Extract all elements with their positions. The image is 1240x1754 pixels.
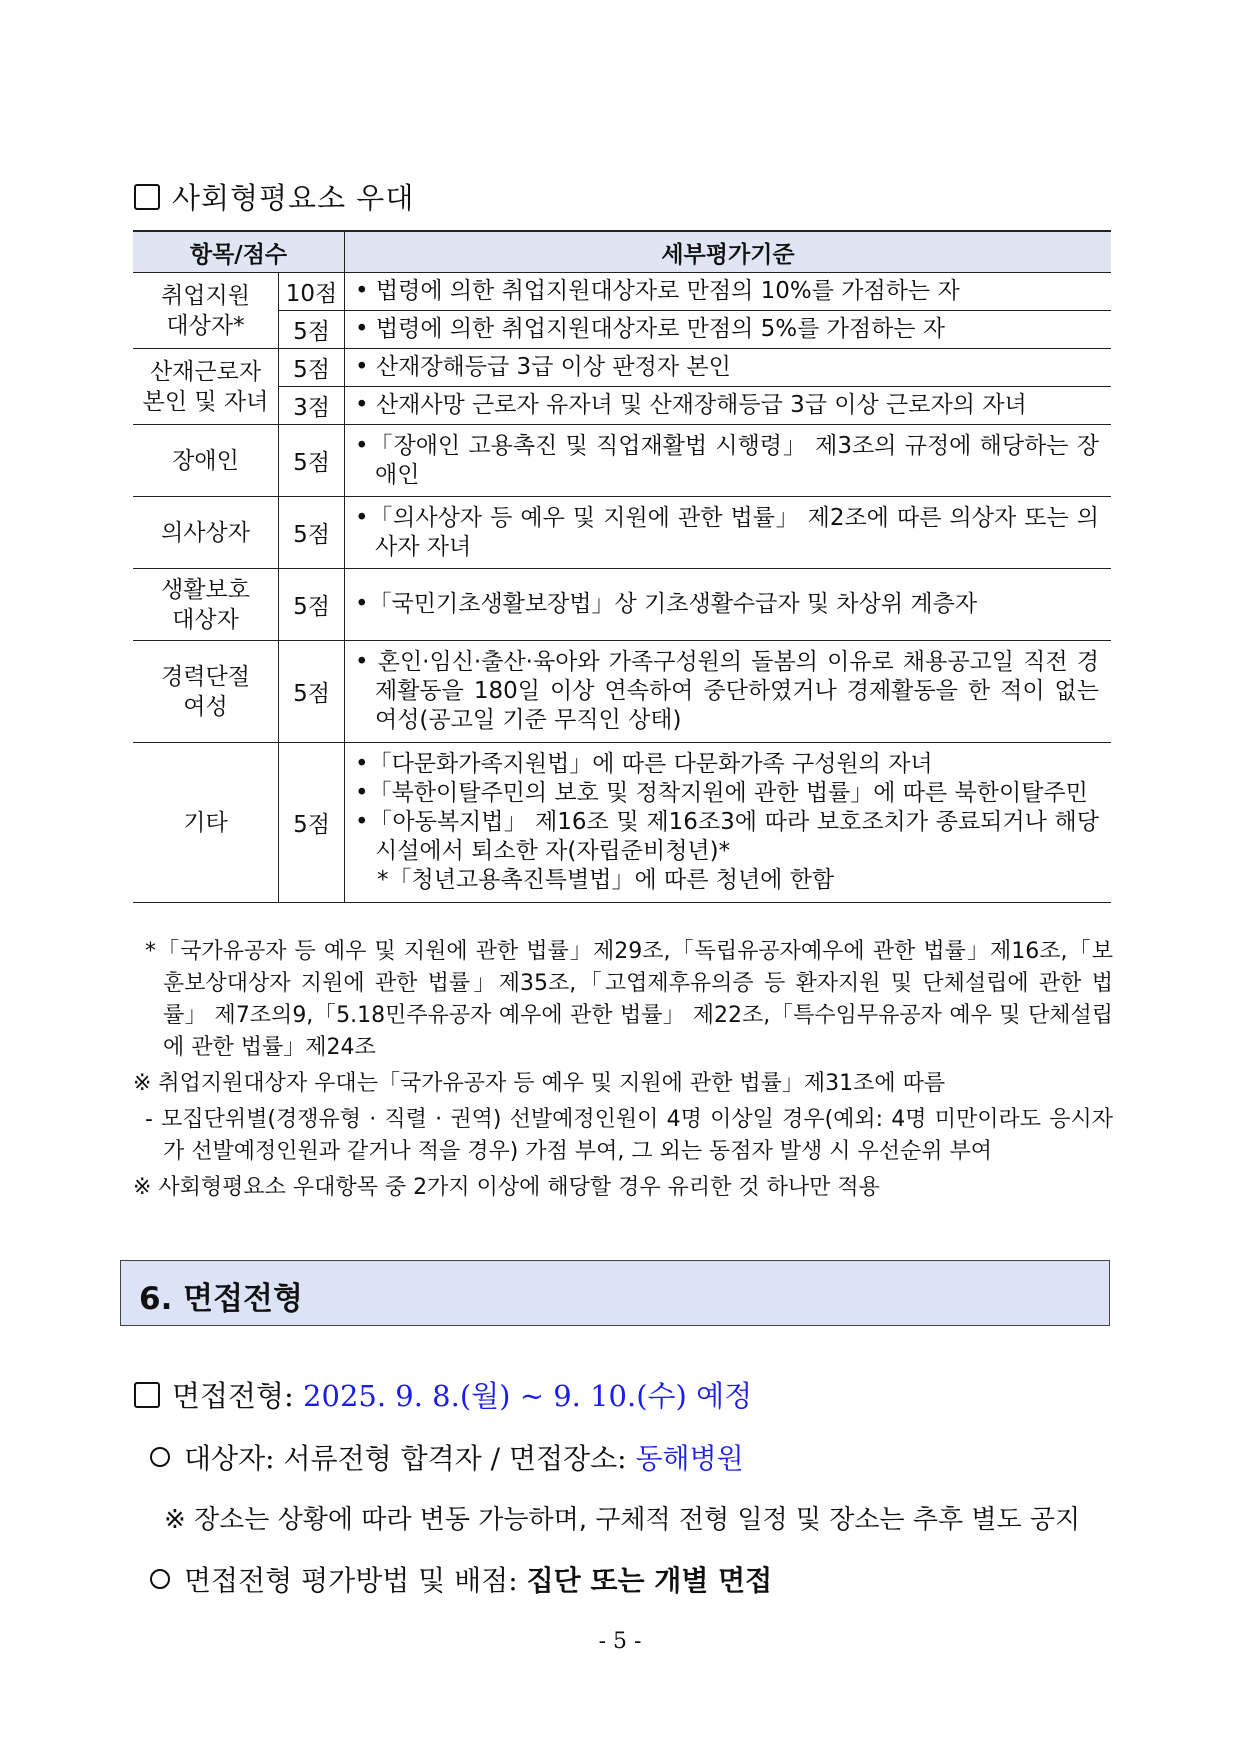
page-number: - 5 - xyxy=(598,1629,642,1654)
section-title-social-equity: 사회형평요소 우대 xyxy=(134,176,414,217)
table-row xyxy=(133,425,1111,497)
criteria-table xyxy=(133,230,1111,903)
criteria-cell: •「의사상자 등 예우 및 지원에 관한 법률」 제2조에 따른 의상자 또는 의사자 자녀 xyxy=(345,497,1112,569)
note-employment-support: ※ 취업지원대상자 우대는「국가유공자 등 예우 및 지원에 관한 법률」제31조에 따름 xyxy=(133,1071,946,1096)
category-cell: 생활보호 대상자 xyxy=(133,569,279,641)
score-cell: 10점 xyxy=(279,273,345,311)
criteria-cell: •「국민기초생활보장법」상 기초생활수급자 및 차상위 계층자 xyxy=(345,569,1112,641)
section-header-interview: 6. 면접전형 xyxy=(120,1260,1110,1326)
score-cell: 5점 xyxy=(279,569,345,641)
criteria-cell: • 산재사망 근로자 유자녀 및 산재장해등급 3급 이상 근로자의 자녀 xyxy=(345,387,1112,425)
place-change-note: ※ 장소는 상황에 따라 변동 가능하며, 구체적 전형 일정 및 장소는 추후 별도 공지 xyxy=(164,1505,1081,1535)
table-notes xyxy=(133,936,1113,1204)
table-row xyxy=(133,641,1111,743)
score-cell: 5점 xyxy=(279,641,345,743)
score-cell: 5점 xyxy=(279,349,345,387)
note-single-item: ※ 사회형평요소 우대항목 중 2가지 이상에 해당할 경우 유리한 것 하나만 적용 xyxy=(133,1175,880,1200)
interview-title: 면접전형: 2025. 9. 8.(월) ~ 9. 10.(수) 예정 xyxy=(134,1374,752,1415)
score-cell: 5점 xyxy=(279,425,345,497)
criteria-cell: • 법령에 의한 취업지원대상자로 만점의 10%를 가점하는 자 xyxy=(345,273,1112,311)
score-cell: 5점 xyxy=(279,311,345,349)
criteria-cell: • 산재장해등급 3급 이상 판정자 본인 xyxy=(345,349,1112,387)
score-cell: 3점 xyxy=(279,387,345,425)
circle-bullet-icon xyxy=(150,1569,170,1589)
note-bonus-condition: - 모집단위별(경쟁유형 · 직렬 · 권역) 선발예정인원이 4명 이상일 경우(예외: 4명 미만이라도 응시자가 선발예정인원과 같거나 적을 경우) 가점 부여, 그 외는 동점자 발생 시 우선순위 부여 xyxy=(145,1107,1113,1164)
category-cell: 의사상자 xyxy=(133,497,279,569)
table-row xyxy=(133,569,1111,641)
interview-date: 2025. 9. 8.(월) ~ 9. 10.(수) 예정 xyxy=(303,1379,753,1413)
interview-method: 면접전형 평가방법 및 배점: 집단 또는 개별 면접 xyxy=(150,1559,772,1599)
criteria-cell: •「다문화가족지원법」에 따른 다문화가족 구성원의 자녀 •「북한이탈주민의 보호 및 정착지원에 관한 법률」에 따른 북한이탈주민 •「아동복지법」 제16조 및 제16조3에 따라 보호조치가 종료되거나 해당 시설에서 퇴소한 자(자립준비청년)* *「청년고용촉진특별법」에 따른 청년에 한함 xyxy=(345,743,1112,903)
table-row xyxy=(133,743,1111,903)
criteria-cell: • 혼인·임신·출산·육아와 가족구성원의 돌봄의 이유로 채용공고일 직전 경제활동을 180일 이상 연속하여 중단하였거나 경제활동을 한 적이 없는 여성(공고일 기준 무직인 상태) xyxy=(345,641,1112,743)
category-cell: 기타 xyxy=(133,743,279,903)
score-cell: 5점 xyxy=(279,743,345,903)
category-cell: 경력단절 여성 xyxy=(133,641,279,743)
table-row xyxy=(133,387,1111,425)
circle-bullet-icon xyxy=(150,1447,170,1467)
header-item-score: 항목/점수 xyxy=(133,231,345,273)
interview-method-value: 집단 또는 개별 면접 xyxy=(526,1564,773,1597)
checkbox-square-icon xyxy=(134,184,160,210)
checkbox-square-icon xyxy=(134,1382,160,1408)
criteria-cell: • 법령에 의한 취업지원대상자로 만점의 5%를 가점하는 자 xyxy=(345,311,1112,349)
category-cell: 취업지원 대상자* xyxy=(133,273,279,349)
interview-target: 대상자: 서류전형 합격자 / 면접장소: 동해병원 xyxy=(150,1437,744,1477)
header-criteria: 세부평가기준 xyxy=(345,231,1112,273)
score-cell: 5점 xyxy=(279,497,345,569)
category-cell: 산재근로자 본인 및 자녀 xyxy=(133,349,279,425)
table-row xyxy=(133,349,1111,387)
table-row xyxy=(133,273,1111,311)
table-header-row xyxy=(133,231,1111,273)
interview-place: 동해병원 xyxy=(635,1442,744,1475)
table-row xyxy=(133,311,1111,349)
category-cell: 장애인 xyxy=(133,425,279,497)
table-row xyxy=(133,497,1111,569)
criteria-cell: •「장애인 고용촉진 및 직업재활법 시행령」 제3조의 규정에 해당하는 장애인 xyxy=(345,425,1112,497)
footnote-laws: *「국가유공자 등 예우 및 지원에 관한 법률」제29조,「독립유공자예우에 관한 법률」제16조,「보훈보상대상자 지원에 관한 법률」제35조,「고엽제후유의증 등 환자지원 및 단체설립에 관한 법률」 제7조의9,「5.18민주유공자 예우에 관한 법률」 제22조,「특수임무유공자 예우 및 단체설립에 관한 법률」제24조 xyxy=(145,939,1113,1060)
